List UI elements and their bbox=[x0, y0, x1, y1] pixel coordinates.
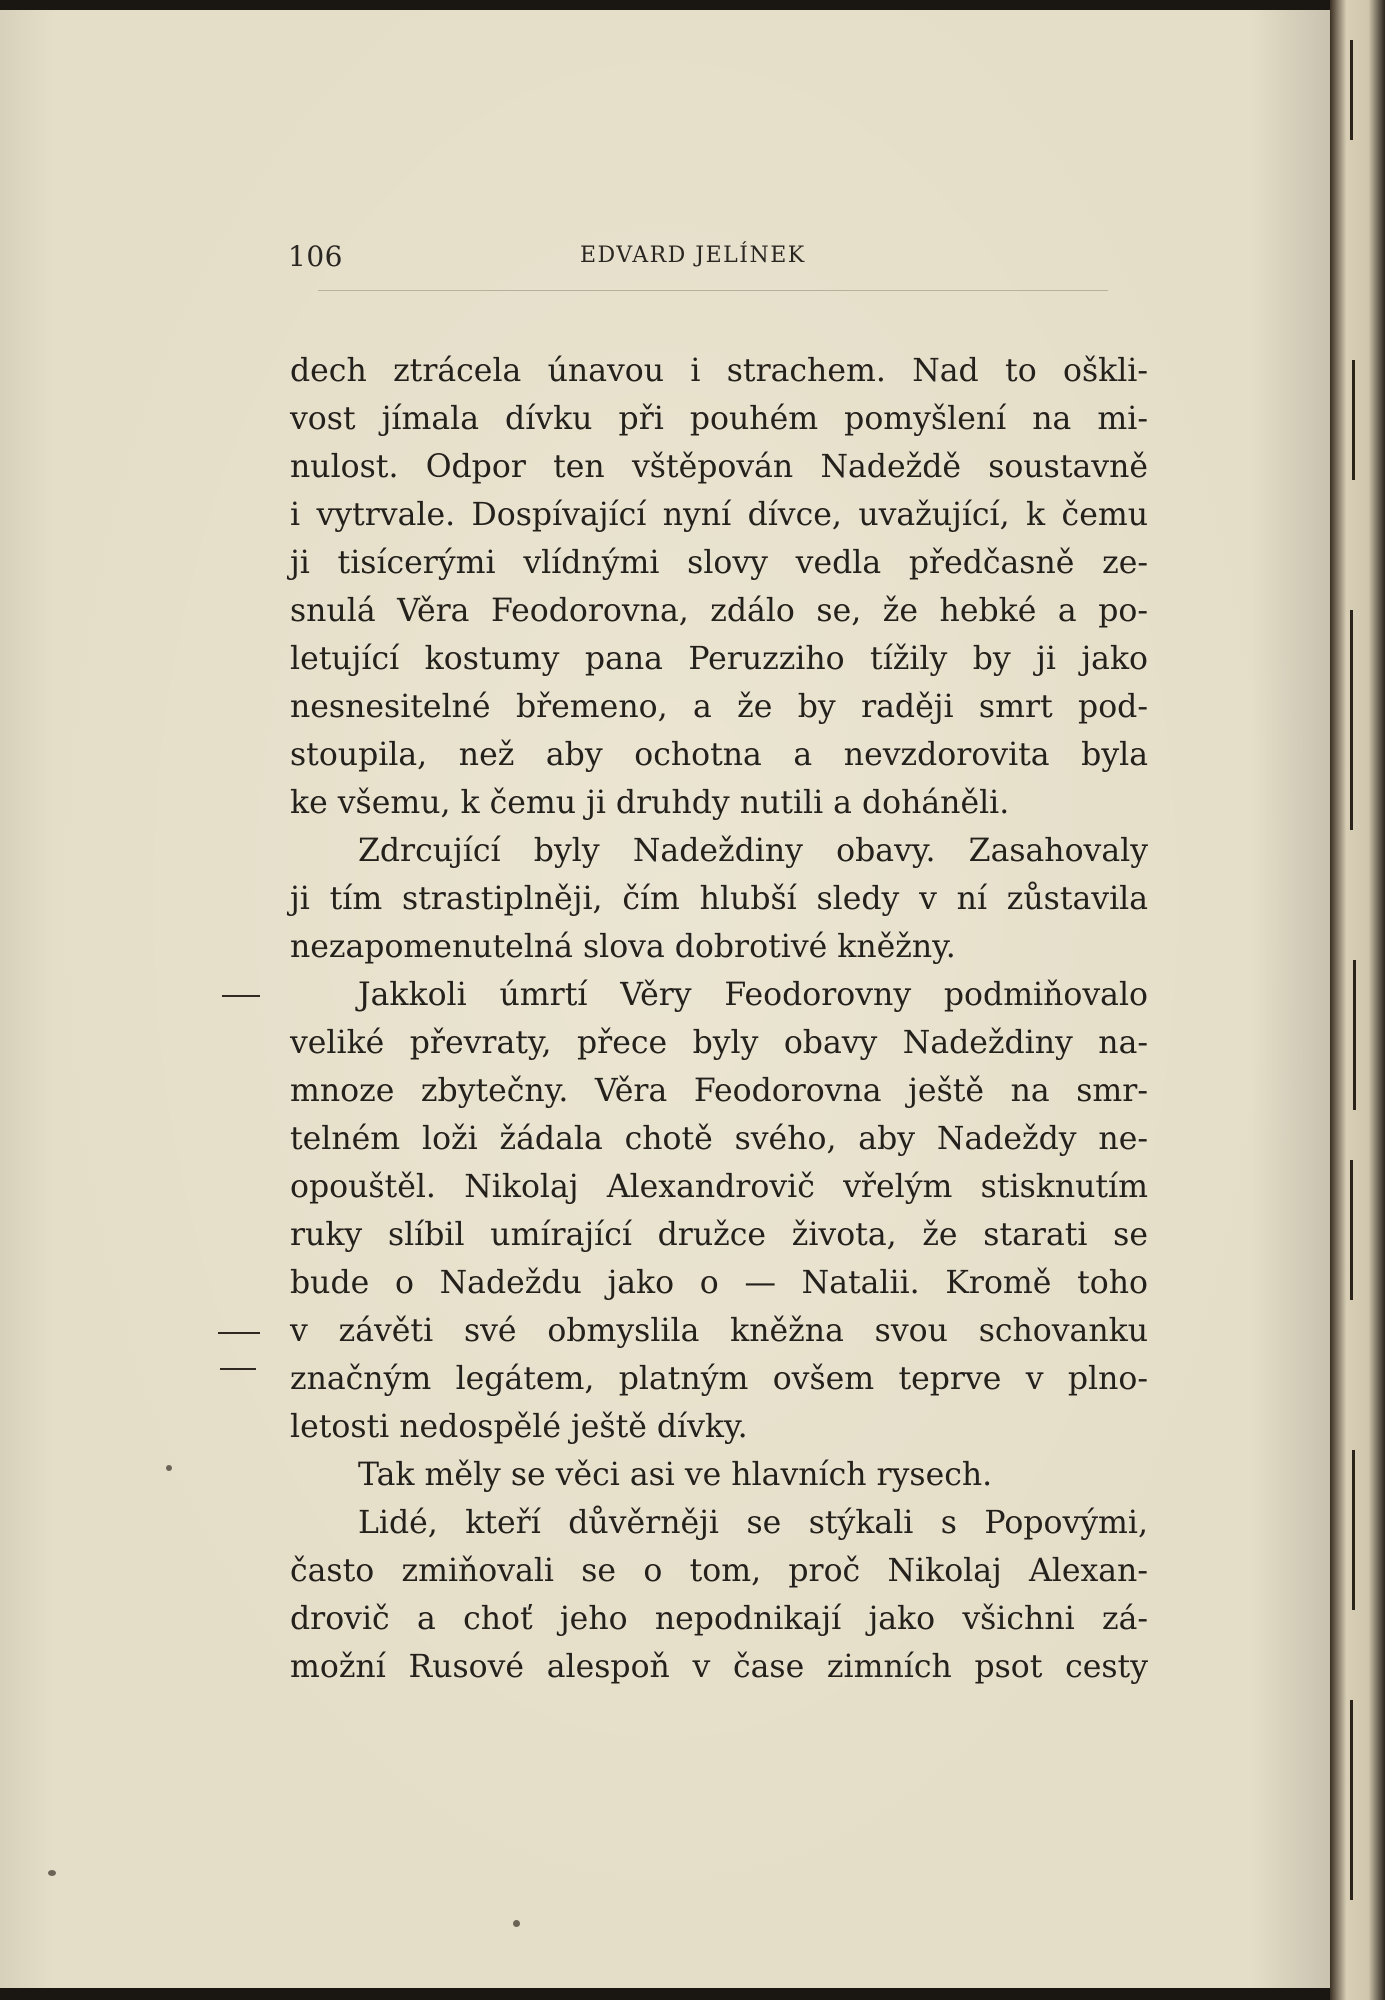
text-line: Tak měly se věci asi ve hlavních rysech. bbox=[358, 1457, 993, 1493]
text-line: opouštěl. Nikolaj Alexandrovič vřelým stisknutím bbox=[290, 1169, 1148, 1205]
gutter-line bbox=[1353, 960, 1356, 1110]
text-line: ke všemu, k čemu ji druhdy nutili a doháněli. bbox=[290, 785, 1010, 821]
text-line: mnoze zbytečny. Věra Feodorovna ještě na smr- bbox=[290, 1073, 1148, 1109]
running-head: EDVARD JELÍNEK bbox=[580, 243, 806, 268]
gutter-line bbox=[1352, 1450, 1355, 1610]
gutter-line bbox=[1350, 1160, 1353, 1300]
margin-mark bbox=[220, 1368, 256, 1370]
text-line: možní Rusové alespoň v čase zimních psot cesty bbox=[290, 1649, 1148, 1685]
text-line: značným legátem, platným ovšem teprve v plno- bbox=[290, 1361, 1148, 1397]
page-header bbox=[288, 240, 1108, 280]
text-line: dech ztrácela únavou i strachem. Nad to ošklі- bbox=[290, 353, 1148, 389]
binding-gutter bbox=[1330, 0, 1385, 2000]
text-line: ji tisícerými vlídnými slovy vedla předčasně ze- bbox=[290, 545, 1148, 581]
gutter-line bbox=[1350, 610, 1353, 830]
margin-speck bbox=[513, 1920, 520, 1927]
text-line: snulá Věra Feodorovna, zdálo se, že hebké a po- bbox=[290, 593, 1148, 629]
text-line: vost jímala dívku při pouhém pomyšlení na mi- bbox=[290, 401, 1148, 437]
text-line: v závěti své obmyslila kněžna svou schovanku bbox=[290, 1313, 1148, 1349]
margin-speck bbox=[48, 1870, 56, 1876]
text-line: nulost. Odpor ten vštěpován Nadeždě soustavně bbox=[290, 449, 1148, 485]
text-line: bude o Nadeždu jako o — Natalii. Kromě toho bbox=[290, 1265, 1148, 1301]
page-number: 106 bbox=[288, 240, 343, 273]
gutter-line bbox=[1352, 360, 1355, 480]
gutter-line bbox=[1350, 1700, 1353, 1900]
text-line: ruky slíbil umírající družce života, že starati se bbox=[290, 1217, 1148, 1253]
margin-mark bbox=[218, 1332, 260, 1334]
header-rule bbox=[318, 290, 1108, 291]
text-line: stoupila, než aby ochotna a nevzdorovita byla bbox=[290, 737, 1148, 773]
text-line: nezapomenutelná slova dobrotivé kněžny. bbox=[290, 929, 956, 965]
book-page bbox=[0, 10, 1330, 1988]
text-line: letosti nedospělé ještě dívky. bbox=[290, 1409, 748, 1445]
text-line: Zdrcující byly Nadeždiny obavy. Zasahovaly bbox=[358, 833, 1148, 869]
text-line: ji tím strastiplněji, čím hlubší sledy v ní zůstavila bbox=[290, 881, 1148, 917]
text-line: Lidé, kteří důvěrněji se stýkali s Popovými, bbox=[358, 1505, 1148, 1541]
text-line: často zmiňovali se o tom, proč Nikolaj Alexan- bbox=[290, 1553, 1148, 1589]
margin-mark bbox=[222, 995, 260, 997]
text-line: drovič a choť jeho nepodnikají jako všichni zá- bbox=[290, 1601, 1148, 1637]
margin-speck bbox=[166, 1465, 172, 1471]
text-line: Jakkoli úmrtí Věry Feodorovny podmiňovalo bbox=[358, 977, 1148, 1013]
text-line: i vytrvale. Dospívající nyní dívce, uvažující, k čemu bbox=[290, 497, 1148, 533]
text-line: veliké převraty, přece byly obavy Nadeždiny na- bbox=[290, 1025, 1148, 1061]
body-text bbox=[290, 347, 1148, 1691]
text-line: letující kostumy pana Peruzziho tížily by ji jako bbox=[290, 641, 1148, 677]
text-line: telném loži žádala chotě svého, aby Nadeždy ne- bbox=[290, 1121, 1148, 1157]
text-line: nesnesitelné břemeno, a že by raději smrt pod- bbox=[290, 689, 1148, 725]
gutter-line bbox=[1350, 40, 1353, 140]
